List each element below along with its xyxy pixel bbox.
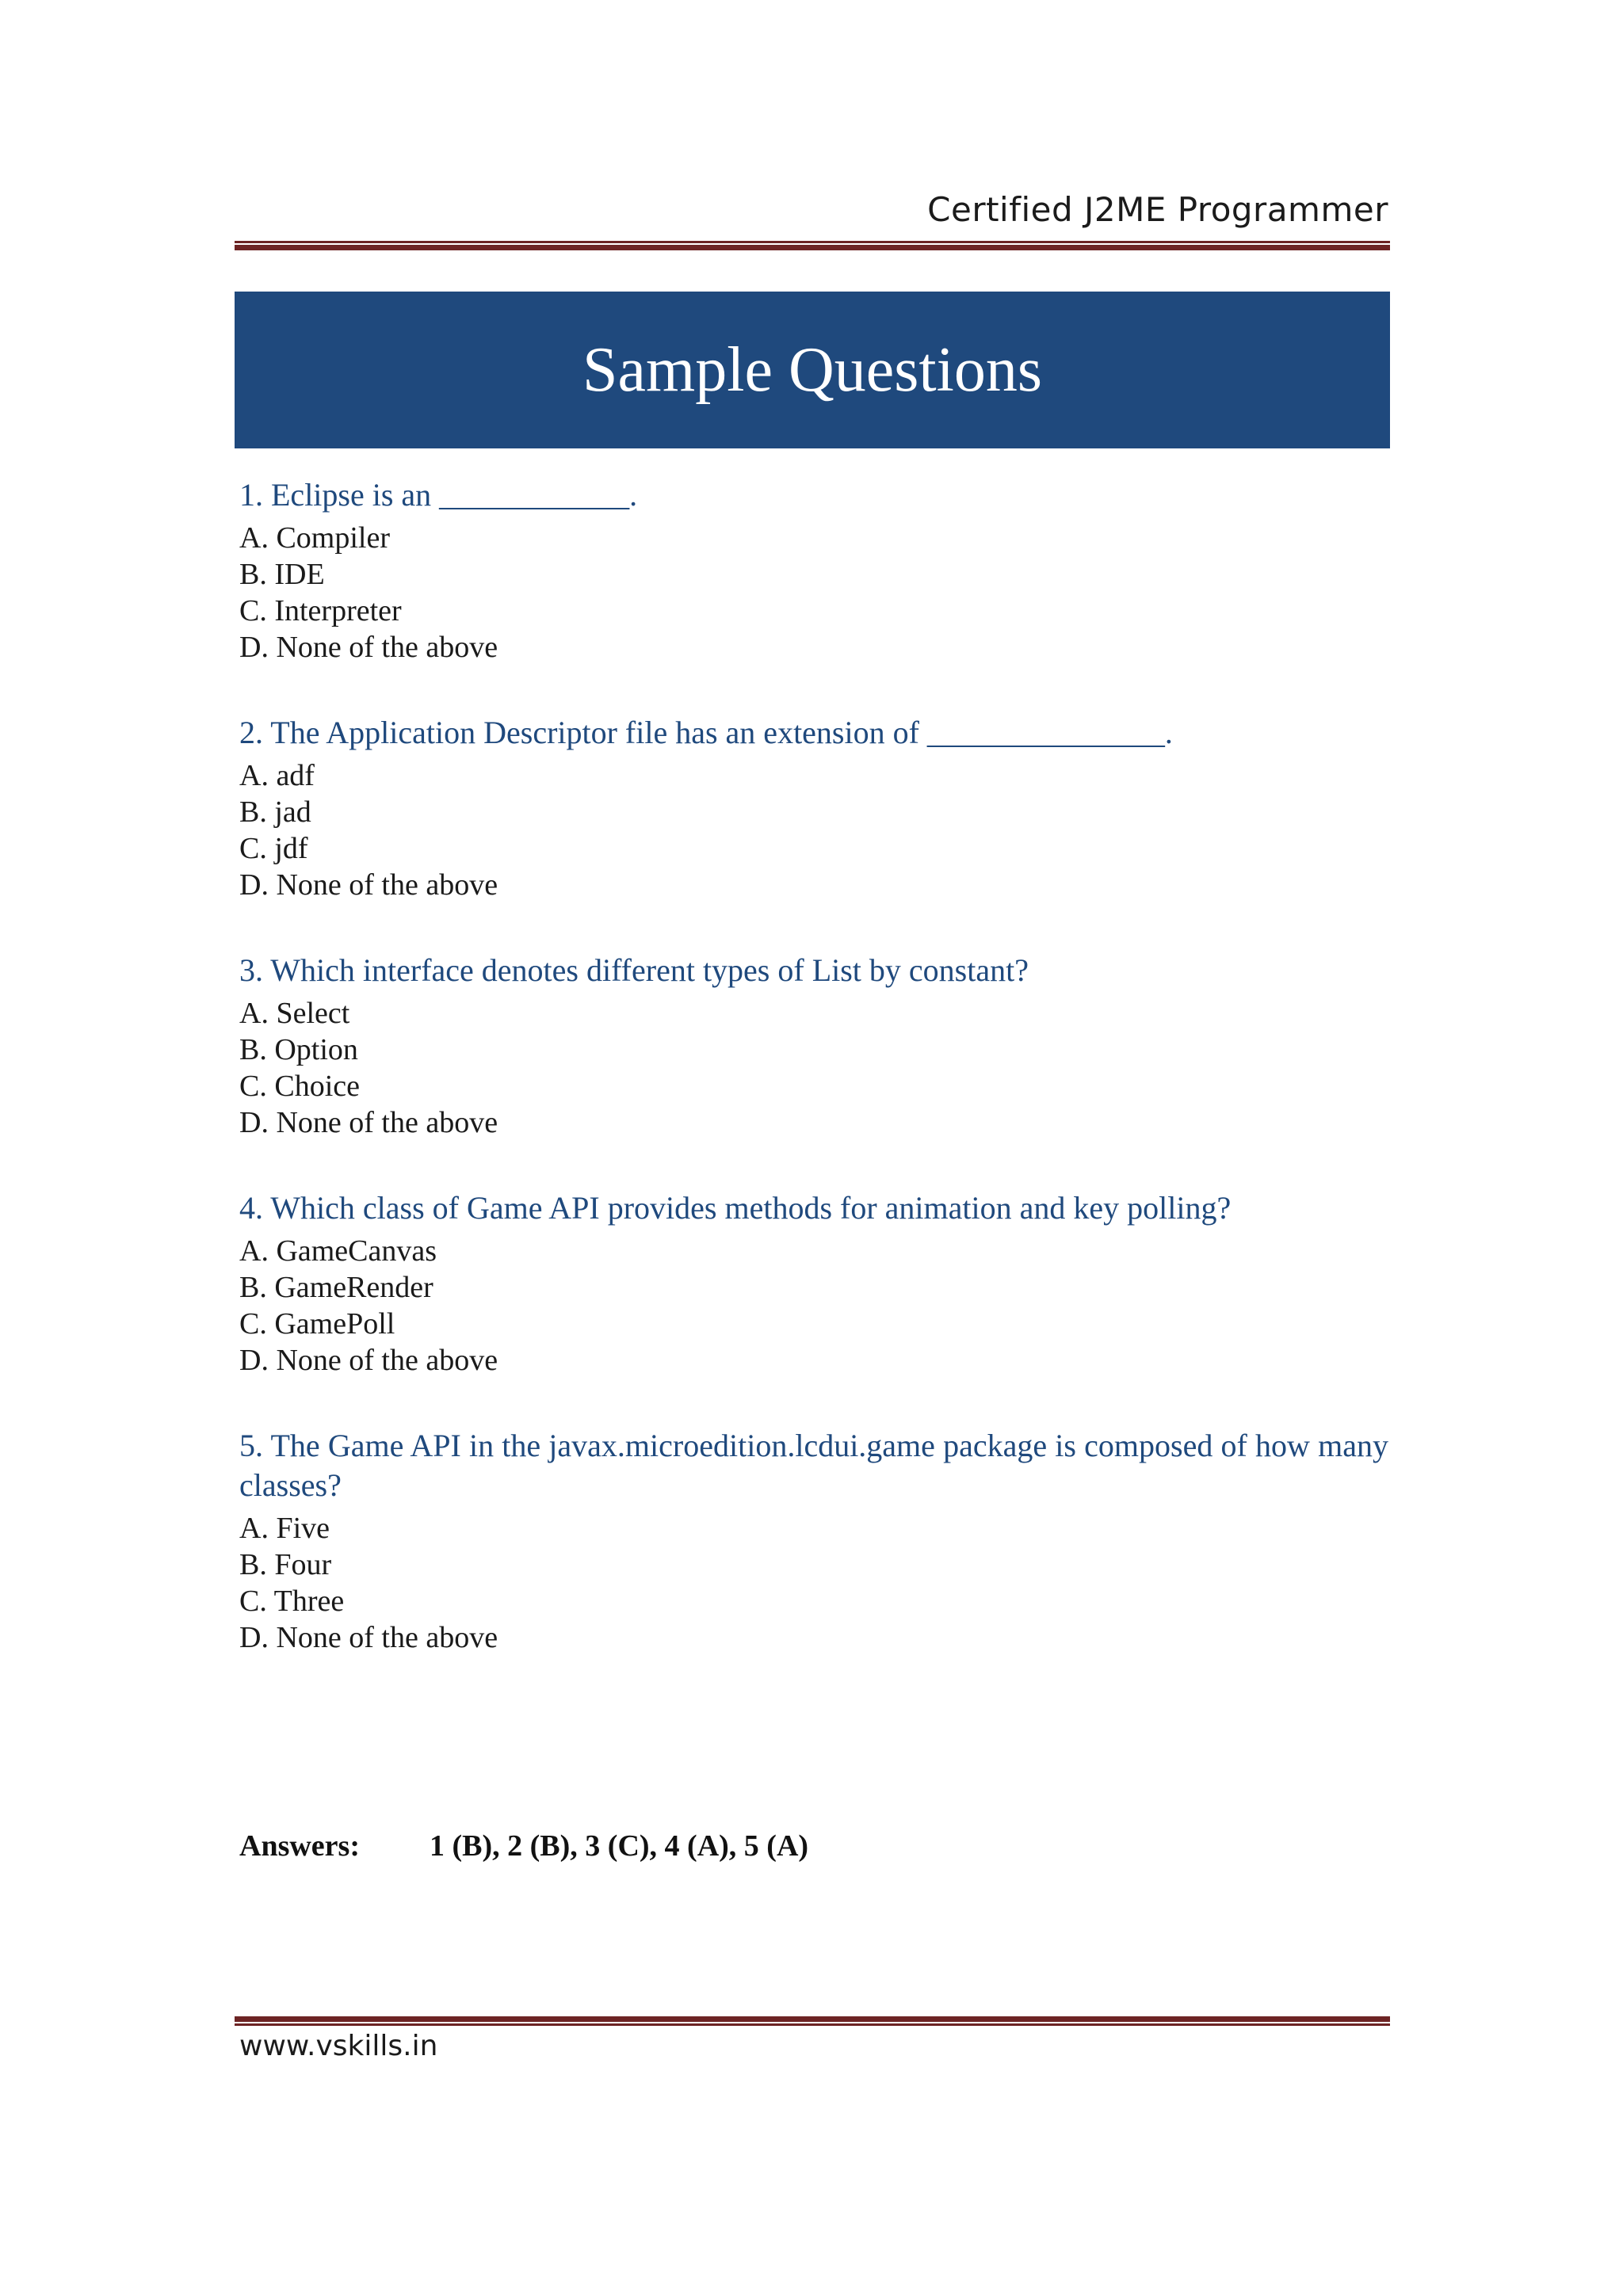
question-text: 3. Which interface denotes different types of List by constant? — [239, 952, 1029, 988]
footer-url: www.vskills.in — [239, 2030, 438, 2062]
question-text: 2. The Application Descriptor file has an extension of _______________. — [239, 715, 1173, 750]
option-c: C. GamePoll — [239, 1307, 395, 1341]
option-d: D. None of the above — [239, 1344, 498, 1377]
option-a: A. Compiler — [239, 521, 390, 555]
section-banner — [235, 292, 1390, 448]
option-d: D. None of the above — [239, 868, 498, 902]
question-list — [239, 475, 1388, 1703]
answers-value: 1 (B), 2 (B), 3 (C), 4 (A), 5 (A) — [430, 1829, 809, 1863]
question-5 — [239, 1426, 1388, 1656]
header-title: Certified J2ME Programmer — [927, 190, 1388, 229]
option-list — [239, 1510, 1388, 1656]
option-b: B. jad — [239, 795, 311, 829]
question-1 — [239, 475, 1388, 666]
option-c: C. Three — [239, 1585, 345, 1618]
question-2 — [239, 713, 1388, 903]
question-text: 5. The Game API in the javax.microedition.lcdui.game package is composed of how many classes? — [239, 1428, 1388, 1503]
answers-label: Answers: — [239, 1829, 360, 1863]
option-a: A. adf — [239, 759, 315, 792]
option-b: B. GameRender — [239, 1271, 433, 1304]
option-list — [239, 995, 1388, 1141]
option-d: D. None of the above — [239, 1106, 498, 1139]
header-rule — [235, 241, 1390, 250]
footer-rule — [235, 2016, 1390, 2026]
question-4 — [239, 1188, 1388, 1379]
banner-title: Sample Questions — [582, 334, 1042, 405]
option-a: A. Select — [239, 997, 350, 1030]
option-b: B. Four — [239, 1548, 332, 1581]
option-c: C. Choice — [239, 1070, 360, 1103]
option-d: D. None of the above — [239, 631, 498, 664]
option-c: C. jdf — [239, 832, 308, 865]
option-b: B. Option — [239, 1033, 358, 1066]
option-a: A. GameCanvas — [239, 1234, 437, 1268]
option-list — [239, 757, 1388, 903]
question-3 — [239, 951, 1388, 1141]
option-a: A. Five — [239, 1512, 330, 1545]
option-list — [239, 520, 1388, 666]
question-text: 4. Which class of Game API provides methods for animation and key polling? — [239, 1190, 1232, 1226]
question-text: 1. Eclipse is an ____________. — [239, 477, 638, 513]
option-list — [239, 1233, 1388, 1379]
option-b: B. IDE — [239, 558, 325, 591]
option-c: C. Interpreter — [239, 594, 402, 627]
option-d: D. None of the above — [239, 1621, 498, 1654]
answer-key — [239, 1829, 808, 1863]
